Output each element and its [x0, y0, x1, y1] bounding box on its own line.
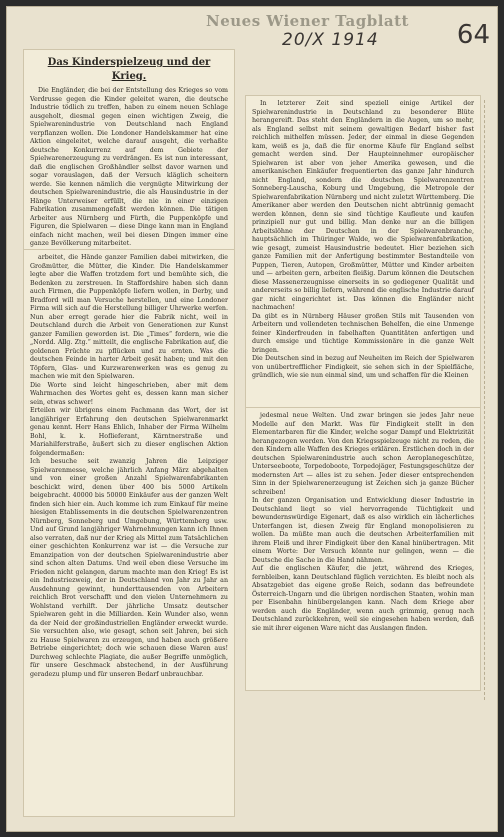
newspaper-masthead: Neues Wiener Tagblatt	[206, 12, 409, 30]
clipping-col1-bottom	[24, 250, 234, 816]
article-text: In letzterer Zeit sind speziell einige Artikel der Spielwarenindustrie in Deutschland zu besonderer Blüte herangereift. Das steht den Engländern in die Augen, um so mehr, als England selbst mit seinem gewaltigen Bedarf bisher fast reichlich mithelfen müssen. Jeder, der einmal in diese Gegenden kam, weiß es ja, daß die für enorme Käufe für England selbst gemacht werden sind. Der Haupteinnehmer europäischer Spielwaren ist aber von jeher Amerika gewesen, und die amerikanischen Einkäufer frequentierten das ganze Jahr hindurch nicht England, sondern die deutschen Spielwarenzentren Sonneberg-Lauscha, Koburg und Umgebung, die Metropole der Spielwarenfabrikation Nürnberg und nicht zuletzt Württemberg. Die Amerikaner aber werden den Deutschen nicht abtrünnig gemacht werden können, denn sie sind tüchtige Kaufleute und kaufen prinzipiell nur gut und billig. Man denke nur an die billigen Arbeitslöhne der Deutschen in der Spielwarenbranche, hauptsächlich im Thüringer Walde, wo die Spielwarenfabrikation, wie gesagt, zumeist Hausindustrie bedeutet. Hier beziehen sich ganze Familien mit der Anfertigung bestimmter Bestandteile von Puppen, Tieren, Autopen, Großmütter, Mütter und Kinder arbeiten und — arbeiten gern, arbeiten fleißig. Darum können die Deutschen diese Massenerzeugnisse einerseits in so gediegener Qualität und andererseits so billig liefern, während die englische Industrie darauf gar nicht eingerichtet ist. Das können die Engländer nicht nachmachen! Da gibt es in Nürnberg Häuser großen Stils mit Tausenden von Arbeitern und vollendeten technischen Behelfen, die eine Unmenge feiner Kinderfreuden in fabelhaften Quantitäten anfertigen und durch emsige und tüchtige Kommissionäre in die ganze Welt bringen. Die Deutschen sind in bezug auf Neuheiten im Reich der Spielwaren von unübertrefflicher Findigkeit, sie sehen sich in der Spielfläche, gründlich, wie sie nun einmal sind, um und schaffen für die Kleinen	[252, 100, 474, 379]
article-text: Die Engländer, die bei der Entstellung des Krieges so vom Verdrusse gegen die Kinder geleitet waren, die deutsche Industrie tödlich zu treffen, haben zu einem neuen Schlage ausgeholt, diesmal gegen einen wichtigen Zweig, die Spielwarenindustrie von Deutschland nach England verpflanzen wollen. Die Londoner Handelskammer hat eine Aktion eingeleitet, welche darauf ausgeht, die verhaßte deutsche Konkurrenz auf dem Gebiete der Spielwarenerzeugung zu verdrängen. Es ist nun interessant, daß die englischen Großhändler selbst davor warnen und sogar vorauslagen, daß der Versuch kläglich scheitern werde. Sie kennen nämlich die vergnügte Mitwirkung der deutschen Spielwarenindustrie, die als Hausindustrie in der Hänge Unterweiser erfüllt, die nie in einer einzigen Fabrikation zusammengefaßt werden können. Die tätigen Arbeiter aus Nürnberg und Fürth, die Puppenköpfe und Figuren, die Spielwaren — diese Dinge kann man in England einfach nicht machen, weil bei diesen Dingen immer eine ganze Bevölkerung mitarbeitet.	[30, 87, 228, 247]
article-headline: Das Kinderspielzeug und der Krieg.	[47, 57, 211, 82]
page-number: 64	[456, 20, 490, 50]
article-text: jedesmal neue Welten. Und zwar bringen sie jedes Jahr neue Modelle auf den Markt. Was für Findigkeit stellt in den Elementarbaren für die Kinder, welche sogar Dampf und Elektrizität herangezogen werden. Von den Kriegsspielzeuge nicht zu reden, die den Kindern alle Waffen des Krieges erklären. Erstlichen doch in der deutschen Spielwarenindustrie auch schon Aeroplanegeschütze, Unterseeboote, Torpedoboote, Torpedojäger, Festungsgeschütze der modernsten Art — alles ist zu sehen. Jeder dieser entsprechenden Sinn in der Spielwarenerzeugung ist Zeichen sich ja ganze Bücher schreiben! In der ganzen Organisation und Entwicklung dieser Industrie in Deutschland liegt so viel hervorragende Tüchtigkeit und bewundernswürdige Eigenart, daß es also wirklich ein lächerliches Unterfangen ist, diesen Zweig für England monopolisieren zu wollen. Da müßte man auch die deutschen Arbeiterfamilien mit ihrem Fleiß und ihrer Findigkeit über den Kanal hinübertragen. Mit einem Worte: Der Versuch könnte nur gelingen, wenn — die Deutsche die Sache in die Hand nähmen. Auf die englischen Käufer, die jetzt, während des Krieges, fernbleiben, kann Deutschland füglich verzichten. Es bleibt noch als Absatzgebiet das eigene große Reich, sodann das befreundete Österreich-Ungarn und die übrigen nordischen Staaten, wohin man per Eisenbahn hinübergelangen kann. Nach dem Kriege aber werden auch die Engländer, wenn auch grimmig, genug nach Deutschland zurückkehren, weil sie eingesehen haben werden, daß sie mit ihrer eigenen Ware nicht das Auslangen finden.	[252, 412, 474, 632]
clipping-col2-bottom	[246, 408, 480, 690]
archive-sheet	[6, 6, 498, 832]
article-text: arbeitet, die Hände ganzer Familien dabei mitwirken, die Großmütter, die Mütter, die Kinder. Die Handelskammer legte aber die Waffen trotzdem fort und bemühte sich, die Bedenken zu zerstreuen. In Staffordshire haben sich dann auch Firmen, die Puppenköpfe liefern wollen, in Derby, und Bradford will man Versuche herstellen, und eine Londoner Firma will sich auf die Herstellung billiger Uhrwerke werfen. Nun aber erregt gerade hier die Fabrik nicht, weil in Deutschland durch die Arbeit von Generationen zur Kunst ganzer Familien geworden ist. Die „Times“ fordern, wie die „Nordd. Allg. Ztg.“ mitteilt, die englische Fabrikation auf, die goldenen Früchte zu pflücken und zu ernten. Was die deutschen Feinde in harter Arbeit gesät haben; und mit den Töpfern, Glas- und Kurzwarenwerken was es genug zu machen wie mit den Spielwaren. Die Worte sind leicht hingeschrieben, aber mit dem Wahrmachen des Wortes geht es, dessen kann man sicher sein, etwas schwer! Erteilen wir übrigens einem Fachmann das Wort, der ist langjähriger Erfahrung den deutschen Spielwarenmarkt genau kennt. Herr Hans Ehlich, Inhaber der Firma Wilhelm Bohl, k. k. Hoflieferant, Kärntnerstraße und Mariahilferstraße, äußert sich zu dieser englischen Aktion folgendermaßen: Ich besuche seit zwanzig Jahren die Leipziger Spielwarenmesse, welche jährlich Anfang März abgehalten und von einer großen Anzahl Spielwarenfabrikanten beschickt wird, denen über 400 bis 5000 Artikeln beigebracht. 40000 bis 50000 Einkäufer aus der ganzen Welt finden sich hier ein. Auch komme ich zum Einkauf für meine hiesigen Etablissements in die deutschen Spielwarenzentren Nürnberg, Sonneberg und Umgebung, Württemberg usw. Und auf Grund langjähriger Wahrnehmungen kann ich Ihnen also verraten, daß nur der Krieg als Mittel zum Tatsächlichen einer geschichten Konkurrenz war ist — die Versuche zur Emanzipation von der deutschen Spielwarenindustrie aber sind schon alten Datums. Und weil eben diese Versuche im Frieden nicht gelangen, darum machte man den Krieg! Es ist ein Industriezweig, der in Deutschland von Jahr zu Jahr an Ausdehnung gewinnt, hunderttausenden von Arbeitern reichlich Brot verschafft und den vielen Unternehmern zu Wohlstand verhilft. Der jährliche Umsatz deutscher Spielwaren geht in die Milliarden. Kein Wunder also, wenn da der Neid der großindustriellen Engländer erweckt wurde. Sie versuchten also, wie gesagt, schon seit Jahren, bei sich zu Hause Spielwaren zu erzeugen, und haben auch größere Betriebe eingerichtet; doch wie schauen diese Waren aus! Durchweg schlechte Plagiate, die außer Begriffe unmöglich, für unsere Geschmack abstechend, in der Ausführung geradezu plump und für unseren Bedarf unbrauchbar.	[30, 254, 228, 678]
handwritten-date: 20/X 1914	[282, 30, 379, 50]
clipping-col2-top	[246, 96, 480, 408]
clipping-col1-top	[24, 50, 234, 250]
margin-marks	[484, 100, 491, 700]
